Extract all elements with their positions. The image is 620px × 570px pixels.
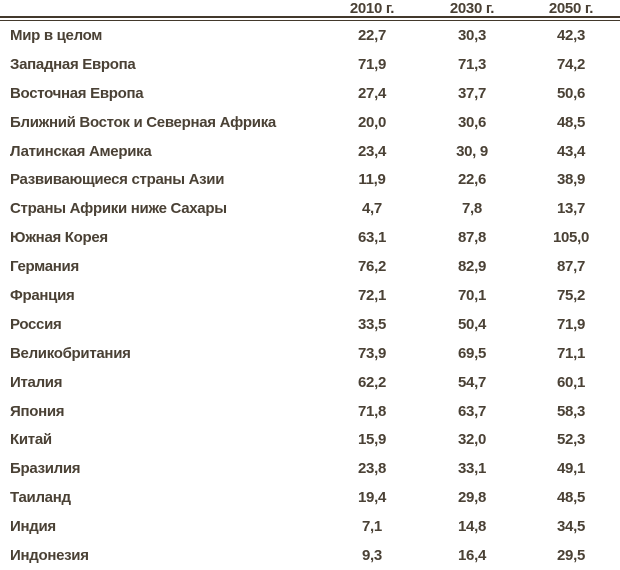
row-label: Восточная Европа bbox=[10, 84, 144, 102]
cell-value: 76,2 bbox=[358, 258, 386, 276]
row-label: Индонезия bbox=[10, 546, 89, 564]
row-label: Южная Корея bbox=[10, 229, 108, 247]
cell-value: 72,1 bbox=[358, 286, 386, 304]
row-label: Китай bbox=[10, 431, 52, 449]
column-header-2010: 2010 г. bbox=[349, 0, 395, 17]
table-row bbox=[0, 454, 620, 483]
cell-value: 30, 9 bbox=[456, 142, 488, 160]
row-label: Латинская Америка bbox=[10, 142, 152, 160]
column-header-2030: 2030 г. bbox=[449, 0, 495, 17]
table-row bbox=[0, 483, 620, 512]
cell-value: 7,1 bbox=[362, 518, 382, 536]
cell-value: 29,8 bbox=[458, 489, 486, 507]
cell-value: 22,7 bbox=[358, 26, 386, 44]
table-row bbox=[0, 194, 620, 223]
row-label: Индия bbox=[10, 518, 56, 536]
cell-value: 48,5 bbox=[557, 489, 585, 507]
table-row bbox=[0, 79, 620, 108]
cell-value: 71,1 bbox=[557, 344, 585, 362]
row-label: Страны Африки ниже Сахары bbox=[10, 200, 227, 218]
table-row bbox=[0, 339, 620, 368]
table-row bbox=[0, 310, 620, 339]
row-label: Италия bbox=[10, 373, 63, 391]
cell-value: 30,6 bbox=[458, 113, 486, 131]
table-row bbox=[0, 21, 620, 50]
cell-value: 22,6 bbox=[458, 171, 486, 189]
cell-value: 71,3 bbox=[458, 55, 486, 73]
column-header-2050: 2050 г. bbox=[548, 0, 594, 17]
row-label: Великобритания bbox=[10, 344, 131, 362]
table-header-row bbox=[0, 0, 620, 16]
table-row bbox=[0, 512, 620, 541]
cell-value: 19,4 bbox=[358, 489, 386, 507]
cell-value: 50,4 bbox=[458, 315, 486, 333]
cell-value: 43,4 bbox=[557, 142, 585, 160]
cell-value: 16,4 bbox=[458, 546, 486, 564]
cell-value: 58,3 bbox=[557, 402, 585, 420]
table-row bbox=[0, 108, 620, 137]
cell-value: 75,2 bbox=[557, 286, 585, 304]
cell-value: 33,1 bbox=[458, 460, 486, 478]
cell-value: 71,9 bbox=[358, 55, 386, 73]
cell-value: 32,0 bbox=[458, 431, 486, 449]
cell-value: 30,3 bbox=[458, 26, 486, 44]
cell-value: 20,0 bbox=[358, 113, 386, 131]
cell-value: 37,7 bbox=[458, 84, 486, 102]
cell-value: 34,5 bbox=[557, 518, 585, 536]
cell-value: 42,3 bbox=[557, 26, 585, 44]
cell-value: 11,9 bbox=[358, 171, 386, 189]
cell-value: 70,1 bbox=[458, 286, 486, 304]
cell-value: 15,9 bbox=[358, 431, 386, 449]
cell-value: 63,1 bbox=[358, 229, 386, 247]
cell-value: 14,8 bbox=[458, 518, 486, 536]
row-label: Германия bbox=[10, 258, 79, 276]
row-label: Ближний Восток и Северная Африка bbox=[10, 113, 276, 131]
table-row bbox=[0, 165, 620, 194]
cell-value: 54,7 bbox=[458, 373, 486, 391]
cell-value: 82,9 bbox=[458, 258, 486, 276]
row-label: Россия bbox=[10, 315, 62, 333]
cell-value: 60,1 bbox=[557, 373, 585, 391]
cell-value: 38,9 bbox=[557, 171, 585, 189]
cell-value: 69,5 bbox=[458, 344, 486, 362]
table-row bbox=[0, 281, 620, 310]
cell-value: 71,9 bbox=[557, 315, 585, 333]
cell-value: 49,1 bbox=[557, 460, 585, 478]
cell-value: 13,7 bbox=[557, 200, 585, 218]
table-row bbox=[0, 252, 620, 281]
cell-value: 87,7 bbox=[557, 258, 585, 276]
cell-value: 23,4 bbox=[358, 142, 386, 160]
row-label: Япония bbox=[10, 402, 65, 420]
cell-value: 50,6 bbox=[557, 84, 585, 102]
table-row bbox=[0, 223, 620, 252]
table-row bbox=[0, 425, 620, 454]
cell-value: 63,7 bbox=[458, 402, 486, 420]
cell-value: 105,0 bbox=[552, 229, 590, 247]
cell-value: 73,9 bbox=[358, 344, 386, 362]
cell-value: 23,8 bbox=[358, 460, 386, 478]
cell-value: 87,8 bbox=[458, 229, 486, 247]
cell-value: 52,3 bbox=[557, 431, 585, 449]
cell-value: 74,2 bbox=[557, 55, 585, 73]
cell-value: 33,5 bbox=[358, 315, 386, 333]
cell-value: 48,5 bbox=[557, 113, 585, 131]
row-label: Франция bbox=[10, 286, 75, 304]
row-label: Развивающиеся страны Азии bbox=[10, 171, 225, 189]
cell-value: 71,8 bbox=[358, 402, 386, 420]
cell-value: 7,8 bbox=[462, 200, 482, 218]
table-row bbox=[0, 137, 620, 166]
cell-value: 62,2 bbox=[358, 373, 386, 391]
row-label: Мир в целом bbox=[10, 26, 103, 44]
table-row bbox=[0, 541, 620, 570]
row-label: Таиланд bbox=[10, 489, 71, 507]
row-label: Западная Европа bbox=[10, 55, 136, 73]
table-row bbox=[0, 397, 620, 426]
cell-value: 27,4 bbox=[358, 84, 386, 102]
row-label: Бразилия bbox=[10, 460, 81, 478]
cell-value: 29,5 bbox=[557, 546, 585, 564]
cell-value: 9,3 bbox=[362, 546, 382, 564]
cell-value: 4,7 bbox=[362, 200, 382, 218]
table-row bbox=[0, 368, 620, 397]
table-row bbox=[0, 50, 620, 79]
